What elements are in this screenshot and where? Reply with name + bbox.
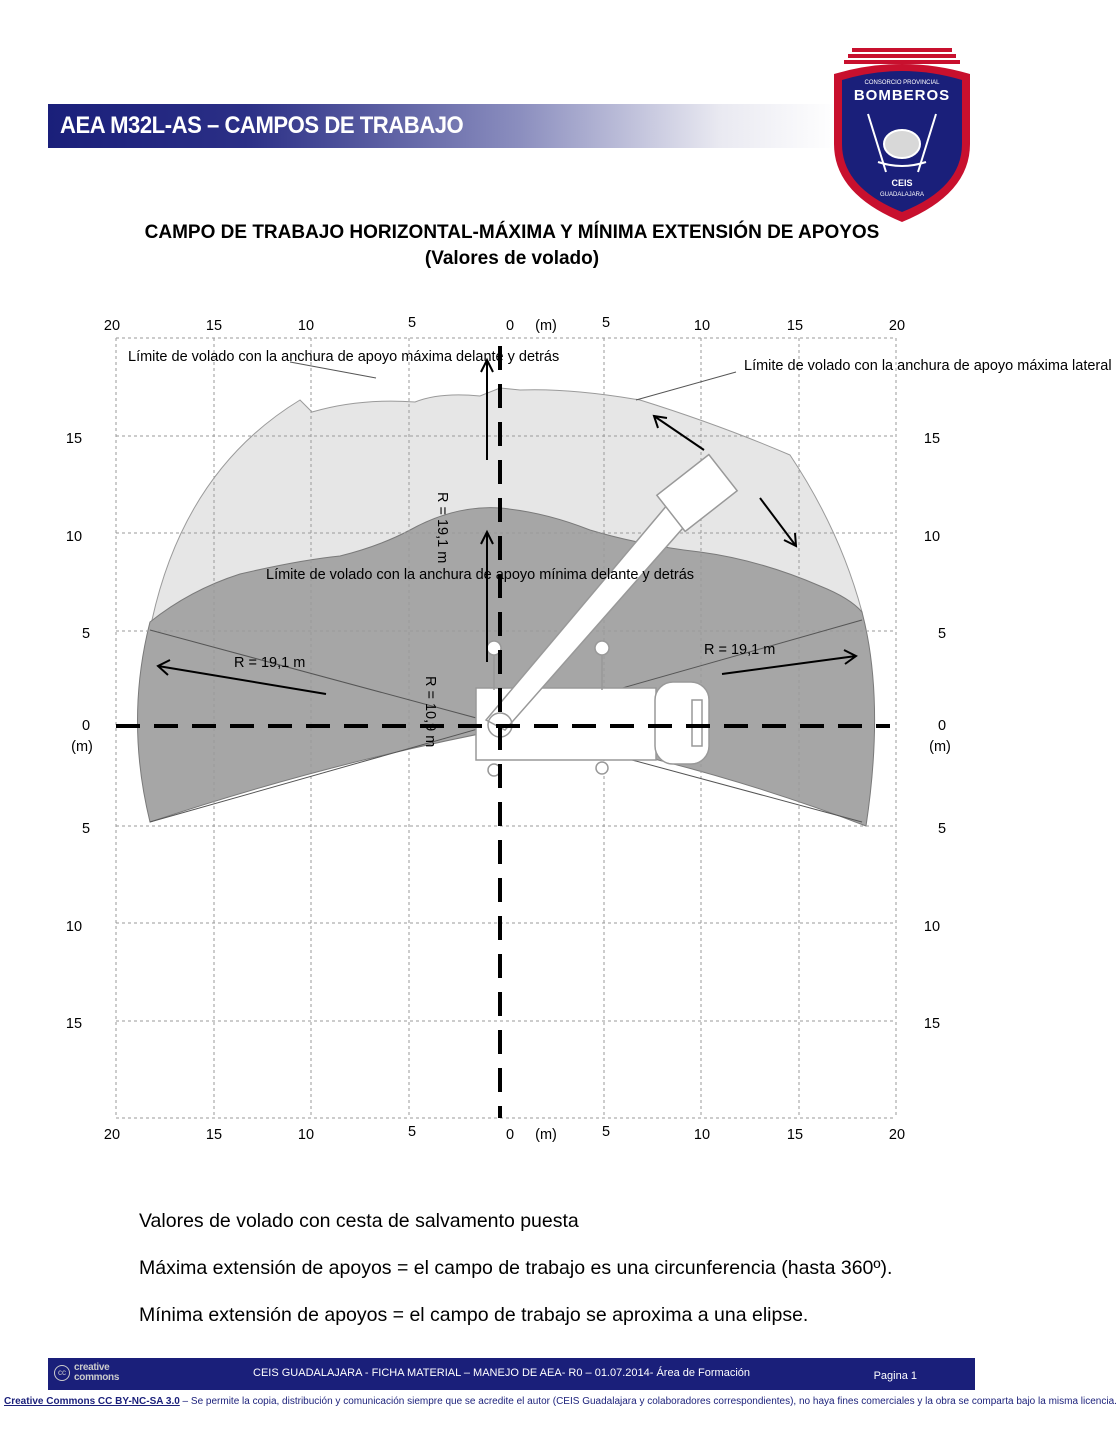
tick-y-right: 10 [923, 919, 941, 935]
notes [139, 1208, 999, 1349]
note-line: Valores de volado con cesta de salvamento puesta [139, 1210, 579, 1232]
label-radius-vertical-min: R = 10,9 m [422, 676, 438, 748]
tick-x-bottom: 20 [103, 1127, 121, 1143]
cc-icon: cc [54, 1365, 70, 1381]
tick-y-left: (m) [71, 739, 93, 755]
license-text: – Se permite la copia, distribución y comunicación siempre que se acredite el autor (CEIS Guadalajara y colaboradores correspondientes), no haya fines comerciales y la obra se comparta bajo la misma licencia. [179, 1396, 1117, 1407]
tick-x-top: (m) [535, 318, 557, 334]
tick-x-bottom: 20 [888, 1127, 906, 1143]
page-number: Pagina 1 [873, 1370, 917, 1382]
tick-x-top: 5 [601, 315, 611, 331]
tick-y-left: 10 [65, 529, 83, 545]
tick-y-right: 5 [937, 626, 947, 642]
tick-x-top: 15 [786, 318, 804, 334]
x-ticks-bottom [104, 1124, 905, 1143]
label-radius-left: R = 19,1 m [234, 655, 306, 671]
creative-commons-logo [54, 1361, 146, 1385]
tick-y-left: 5 [81, 626, 91, 642]
tick-x-bottom: 15 [205, 1127, 223, 1143]
label-min-front-back: Límite de volado con la anchura de apoyo mínima delante y detrás [266, 567, 695, 583]
label-radius-vertical-max: R = 19,1 m [434, 492, 450, 564]
tick-x-bottom: 15 [786, 1127, 804, 1143]
note-line: Máxima extensión de apoyos = el campo de trabajo es una circunferencia (hasta 360º). [139, 1257, 893, 1279]
tick-y-right: 0 [937, 718, 947, 734]
logo-name: BOMBEROS [853, 87, 951, 104]
license-notice [4, 1396, 1117, 1407]
tick-x-top: 5 [407, 315, 417, 331]
diagram-title-line1: CAMPO DE TRABAJO HORIZONTAL-MÁXIMA Y MÍNIMA EXTENSIÓN DE APOYOS [144, 222, 880, 243]
cc-logo-text: creative commons [74, 1362, 120, 1383]
label-radius-right: R = 19,1 m [704, 642, 776, 658]
tick-x-top: 20 [103, 318, 121, 334]
diagram-title-line2: (Valores de volado) [424, 248, 600, 269]
tick-x-bottom: 0 [505, 1127, 515, 1143]
y-ticks-left [66, 431, 93, 1032]
tick-x-top: 0 [505, 318, 515, 334]
tick-y-left: 15 [65, 1016, 83, 1032]
tick-x-bottom: (m) [535, 1127, 557, 1143]
tick-x-top: 10 [693, 318, 711, 334]
tick-x-top: 10 [297, 318, 315, 334]
tick-y-right: (m) [929, 739, 951, 755]
tick-x-top: 20 [888, 318, 906, 334]
note-line: Mínima extensión de apoyos = el campo de trabajo se aproxima a una elipse. [139, 1304, 809, 1326]
tick-x-top: 15 [205, 318, 223, 334]
footer-bar [48, 1358, 975, 1390]
tick-x-bottom: 10 [693, 1127, 711, 1143]
y-ticks-right [924, 431, 951, 1032]
tick-y-right: 15 [923, 431, 941, 447]
label-max-side: Límite de volado con la anchura de apoyo máxima lateral [744, 358, 1112, 374]
tick-x-bottom: 5 [407, 1124, 417, 1140]
tick-x-bottom: 5 [601, 1124, 611, 1140]
license-link[interactable]: Creative Commons CC BY-NC-SA 3.0 [4, 1396, 180, 1407]
logo-sub1: CEIS [891, 178, 913, 188]
tick-y-left: 10 [65, 919, 83, 935]
tick-x-bottom: 10 [297, 1127, 315, 1143]
tick-y-right: 15 [923, 1016, 941, 1032]
x-ticks-top [104, 315, 905, 334]
logo-top-arc: CONSORCIO PROVINCIAL [864, 80, 940, 86]
logo-sub2: GUADALAJARA [879, 192, 925, 198]
page-title: AEA M32L-AS – CAMPOS DE TRABAJO [60, 112, 464, 139]
tick-y-left: 5 [81, 821, 91, 837]
tick-y-right: 10 [923, 529, 941, 545]
tick-y-right: 5 [937, 821, 947, 837]
tick-y-left: 0 [81, 718, 91, 734]
footer-text: CEIS GUADALAJARA - FICHA MATERIAL – MANEJO DE AEA- R0 – 01.07.2014- Área de Formación [253, 1367, 751, 1379]
label-max-front-back: Límite de volado con la anchura de apoyo máxima delante y detrás [128, 349, 560, 365]
tick-y-left: 15 [65, 431, 83, 447]
